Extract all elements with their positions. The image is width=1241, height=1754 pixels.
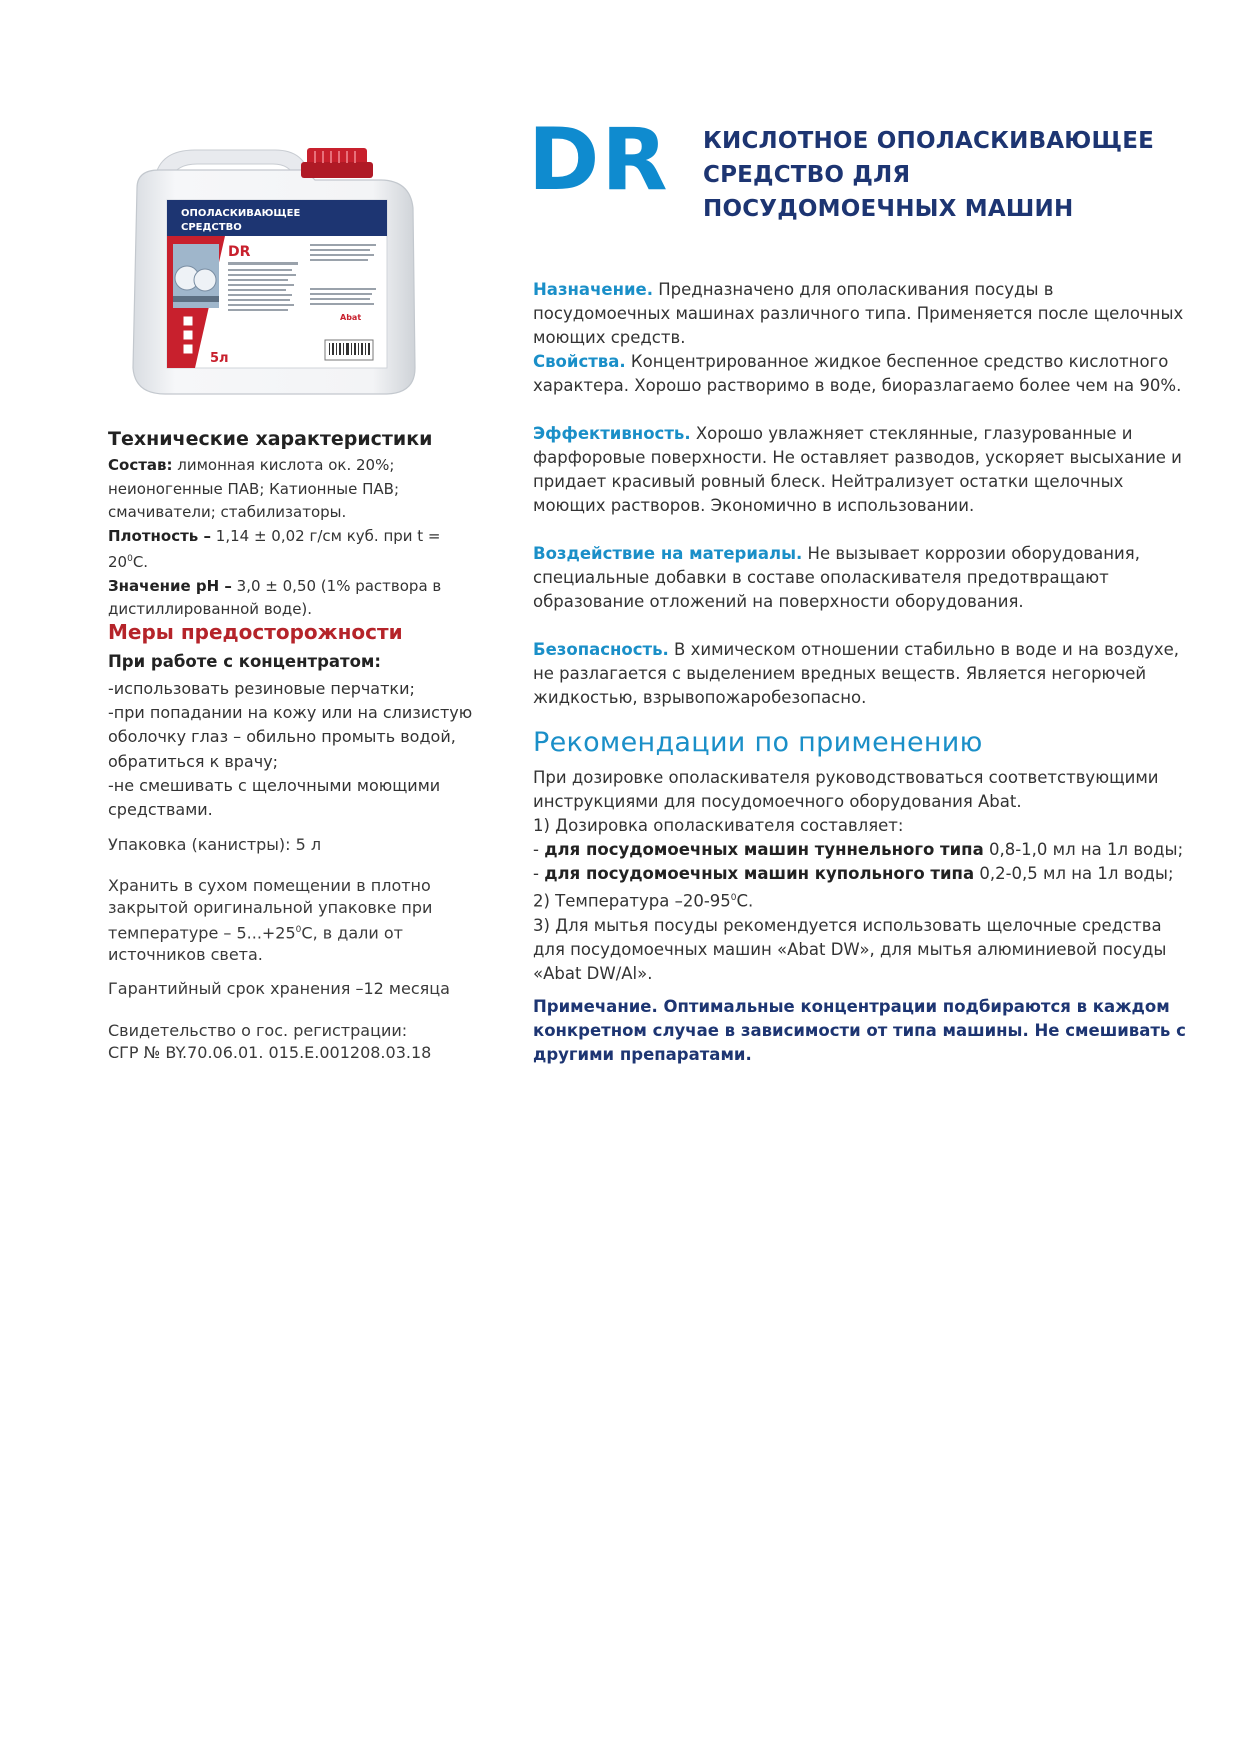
section-purpose-label: Назначение. — [533, 280, 654, 299]
section-purpose — [533, 278, 1193, 350]
spec-composition-value: лимонная кислота ок. 20%; неионогенные ПАВ; Катионные ПАВ; смачиватели; стабилизаторы. — [108, 456, 400, 521]
rec-dosage-dome — [533, 862, 1193, 886]
precaution-item: -при попадании на кожу или на слизистую оболочку глаз – обильно промыть водой, обратиться к врачу; — [108, 703, 473, 771]
section-effectiveness — [533, 422, 1193, 518]
rec-dome-label: для посудомоечных машин купольного типа — [544, 864, 975, 883]
label-code: DR — [228, 244, 251, 260]
spec-composition-label: Состав: — [108, 456, 173, 474]
spec-density-value: 1,14 ± 0,02 г/см куб. при t = 20 — [108, 526, 441, 571]
label-line2: СРЕДСТВО — [181, 222, 242, 233]
recommendations-heading: Рекомендации по применению — [533, 727, 983, 758]
registration-info — [108, 1020, 478, 1064]
product-code: DR — [528, 110, 670, 210]
storage-info: Хранить в сухом помещении в плотно закрытой оригинальной упаковке при температуре – $5...+25^0С$, в дали от источников света. — [108, 876, 433, 965]
rec-dosage-tunnel — [533, 838, 1193, 862]
rec-tunnel-value: 0,8-1,0 мл на 1л воды; — [983, 840, 1184, 859]
section-properties-label: Свойства. — [533, 352, 626, 371]
section-materials-text: Не вызывает коррозии оборудования, специальные добавки в составе ополаскивателя предотвращают образование отложений на поверхности оборудования. — [533, 544, 1140, 611]
section-safety — [533, 638, 1193, 710]
note-label: Примечание. — [533, 997, 658, 1016]
spec-ph-value: 3,0 ± 0,50 (1% раствора в дистиллированной воде). — [108, 576, 442, 618]
section-materials — [533, 542, 1193, 614]
precaution-item: -не смешивать с щелочными моющими средствами. — [108, 775, 441, 820]
spec-ph — [108, 575, 468, 622]
section-effectiveness-text: Хорошо увлажняет стеклянные, глазурованные и фарфоровые поверхности. Не оставляет разводов, ускоряет высыхание и придает красивый ровный блеск. Нейтрализует остатки щелочных моющих растворов. Экономично в использовании. — [533, 424, 1182, 515]
section-materials-label: Воздействие на материалы. — [533, 544, 803, 563]
section-safety-label: Безопасность. — [533, 640, 669, 659]
rec-intro: При дозировке ополаскивателя руководствоваться соответствующими инструкциями для посудомоечного оборудования Abat. — [533, 768, 1159, 811]
rec-temperature: 2) Температура $-20-95^0С$. — [533, 891, 754, 911]
registration-number: СГР № BY.70.06.01. 015.Е.001208.03.18 — [108, 1043, 432, 1062]
precautions-subheading: При работе с концентратом: — [108, 652, 381, 671]
section-safety-text: В химическом отношении стабильно в воде и на воздухе, не разлагается с выделением вредных веществ. Является негорючей жидкостью, взрывопожаробезопасно. — [533, 640, 1180, 707]
spec-density: Плотность – 1,14 ± 0,02 г/см куб. при $t = 20^0С$. — [108, 526, 441, 571]
rec-dome-prefix: - — [533, 864, 545, 883]
section-properties-text: Концентрированное жидкое беспенное средство кислотного характера. Хорошо растворимо в воде, биоразлагаемо более чем на 90%. — [533, 352, 1182, 395]
storage-text: Хранить в сухом помещении в плотно закрытой оригинальной упаковке при температуре – 5...+25 — [108, 876, 433, 943]
precautions-heading: Меры предосторожности — [108, 620, 403, 644]
rec-temperature-unit: С. — [736, 891, 754, 911]
section-purpose-text: Предназначено для ополаскивания посуды в посудомоечных машинах различного типа. Применяется после щелочных моющих средств. — [533, 280, 1184, 347]
precautions-list — [108, 677, 478, 822]
spec-ph-label: Значение pH – — [108, 576, 232, 595]
rec-dome-value: 0,2-0,5 мл на 1л воды; — [974, 864, 1174, 883]
rec-tunnel-label: для посудомоечных машин туннельного типа — [544, 840, 984, 859]
spec-density-unit: С. — [132, 553, 149, 571]
label-line1: ОПОЛАСКИВАЮЩЕЕ — [181, 208, 301, 219]
product-canister-image — [125, 148, 425, 398]
product-title: КИСЛОТНОЕ ОПОЛАСКИВАЮЩЕЕ СРЕДСТВО ДЛЯ ПОСУДОМОЕЧНЫХ МАШИН — [703, 128, 1155, 222]
label-brand: Abat — [340, 313, 362, 322]
label-volume: 5л — [210, 351, 229, 366]
specs-body — [108, 454, 468, 622]
note — [533, 995, 1193, 1067]
precaution-item: -использовать резиновые перчатки; — [108, 679, 415, 698]
section-effectiveness-label: Эффективность. — [533, 424, 691, 443]
registration-label: Свидетельство о гос. регистрации: — [108, 1021, 408, 1040]
packaging-info: Упаковка (канистры): 5 л — [108, 835, 322, 854]
spec-composition — [108, 454, 468, 525]
note-text: Оптимальные концентрации подбираются в каждом конкретном случае в зависимости от типа машины. Не смешивать с другими препаратами. — [533, 997, 1186, 1064]
rec-detergents: 3) Для мытья посуды рекомендуется использовать щелочные средства для посудомоечных машин «Abat DW», для мытья алюминиевой посуды «Abat DW/Al». — [533, 915, 1167, 983]
recommendations-body — [533, 766, 1193, 986]
section-properties — [533, 350, 1193, 398]
shelf-life-info: Гарантийный срок хранения –12 месяца — [108, 979, 450, 998]
rec-dosage-intro: 1) Дозировка ополаскивателя составляет: — [533, 816, 904, 835]
rec-tunnel-prefix: - — [533, 840, 545, 859]
spec-density-label: Плотность – — [108, 526, 212, 545]
storage-text-end: С, в дали от источников света. — [108, 923, 403, 965]
specs-heading: Технические характеристики — [108, 428, 433, 450]
rec-temperature-text: 2) Температура –20-95 — [533, 891, 731, 911]
